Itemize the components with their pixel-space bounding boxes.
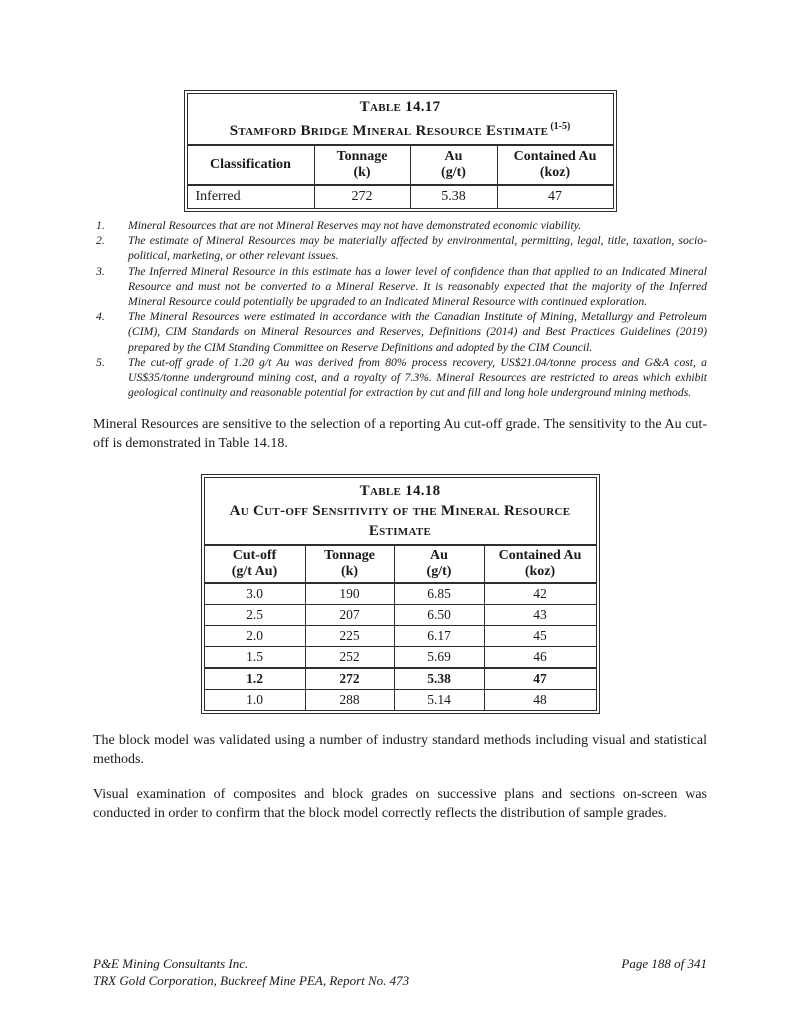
- footnote-number: 4.: [96, 310, 105, 324]
- table-cell: 5.38: [394, 668, 484, 690]
- footnote-item: [93, 355, 707, 401]
- table-title-row: [204, 478, 596, 546]
- table-row: [204, 690, 596, 711]
- table-cell: 288: [305, 690, 394, 711]
- column-header-tonnage: Tonnage (k): [305, 545, 394, 583]
- footnote-number: 3.: [96, 264, 105, 278]
- table-cell-au: 5.38: [410, 185, 497, 209]
- footnote-item: [93, 309, 707, 355]
- table-number: Table 14.17: [359, 99, 441, 115]
- footnote-text: The estimate of Mineral Resources may be materially affected by environmental, permitting, legal, title, taxation, socio-political, marketing, or other relevant issues.: [128, 234, 707, 263]
- table-cell: 3.0: [204, 583, 305, 605]
- footnote-text: The Mineral Resources were estimated in accordance with the Canadian Institute of Mining, Metallurgy and Petroleum (CIM), CIM Standards on Mineral Resources and Reserves, Definitions (2014) and Best Practices Guidelines (2019) prepared by the CIM Standing Committee on Reserve Definitions and adopted by the CIM Council.: [128, 310, 707, 354]
- table-cell: 6.50: [394, 605, 484, 626]
- column-header-classification: Classification: [187, 145, 314, 185]
- table-cell: 190: [305, 583, 394, 605]
- footnotes-list: [93, 218, 707, 400]
- table-caption: Au Cut-off Sensitivity of the Mineral Resource Estimate: [229, 503, 571, 540]
- footnote-reference: (1-5): [550, 121, 571, 132]
- table-cell: 2.5: [204, 605, 305, 626]
- column-header-cutoff: Cut-off (g/t Au): [204, 545, 305, 583]
- footnote-text: The Inferred Mineral Resource in this estimate has a lower level of confidence than that applied to an Indicated Mineral Resource and must not be converted to a Mineral Reserve. It is reasonably expected that the majority of the Inferred Mineral Resource could potentially be upgraded to an Indicated Mineral Resource with continued exploration.: [128, 264, 707, 309]
- paragraph-visual-examination: Visual examination of composites and block grades on successive plans and sections on-screen was conducted in order to confirm that the block model correctly reflects the distribution of sample grades.: [93, 787, 707, 822]
- table-cell: 47: [484, 668, 596, 690]
- footnote-item: [93, 233, 707, 263]
- footer-page-number: Page 188 of 341: [621, 956, 707, 971]
- table-cell: 225: [305, 626, 394, 647]
- footnote-item: [93, 264, 707, 310]
- table-cell: 6.85: [394, 583, 484, 605]
- table-cell: 272: [305, 668, 394, 690]
- table-cell: 6.17: [394, 626, 484, 647]
- table-header-row: [204, 545, 596, 583]
- column-header-au: Au (g/t): [394, 545, 484, 583]
- footnote-number: 5.: [96, 355, 105, 369]
- column-header-tonnage: Tonnage (k): [314, 145, 410, 185]
- resource-estimate-table: [184, 90, 617, 212]
- table-row-base-case: [204, 668, 596, 690]
- table-title: [204, 478, 596, 546]
- footer-left: [93, 956, 707, 989]
- footnote-text: Mineral Resources that are not Mineral Reserves may not have demonstrated economic viability.: [128, 219, 582, 232]
- table-cell: 45: [484, 626, 596, 647]
- paragraph-block-model-validation: The block model was validated using a number of industry standard methods including visual and statistical methods.: [93, 733, 707, 768]
- table-cell-tonnage: 272: [314, 185, 410, 209]
- table-cell: 252: [305, 647, 394, 669]
- page-footer: [93, 956, 707, 989]
- table-title-row: [187, 94, 613, 146]
- table-cell: 42: [484, 583, 596, 605]
- footnote-item: [93, 218, 707, 233]
- table-row: [204, 583, 596, 605]
- footer-company: P&E Mining Consultants Inc.: [93, 956, 249, 971]
- table-cell: 43: [484, 605, 596, 626]
- footer-report: TRX Gold Corporation, Buckreef Mine PEA, Report No. 473: [93, 972, 410, 988]
- table-cell: 1.5: [204, 647, 305, 669]
- table-cell: 48: [484, 690, 596, 711]
- table-row: [204, 605, 596, 626]
- table-cell: 46: [484, 647, 596, 669]
- table-cell: 5.14: [394, 690, 484, 711]
- table-caption: Stamford Bridge Mineral Resource Estimate $^{(1-5)}$: [229, 121, 571, 139]
- table-row: [204, 626, 596, 647]
- table-cell: 5.69: [394, 647, 484, 669]
- table-cell: 1.0: [204, 690, 305, 711]
- column-header-au: Au (g/t): [410, 145, 497, 185]
- table-cell-classification: Inferred: [187, 185, 314, 209]
- table-header-row: [187, 145, 613, 185]
- cutoff-sensitivity-table: [201, 474, 600, 714]
- table-cell: 2.0: [204, 626, 305, 647]
- table-cell-contained-au: 47: [497, 185, 613, 209]
- paragraph-cutoff-sensitivity: Mineral Resources are sensitive to the selection of a reporting Au cut-off grade. The sensitivity to the Au cut-off is demonstrated in Table 14.18.: [93, 417, 707, 452]
- table-row: [204, 647, 596, 669]
- footnote-text: The cut-off grade of 1.20 g/t Au was derived from 80% process recovery, US$21.04/tonne process and G&A cost, a US$35/tonne underground mining cost, and a royalty of 7.3%. Mineral Resources are restricted to areas which exhibit geological continuity and reasonable potential for extraction by cut and fill and long hole underground mining methods.: [128, 355, 707, 400]
- table-number: Table 14.18: [359, 483, 441, 500]
- table-cell: 207: [305, 605, 394, 626]
- footnote-number: 2.: [96, 234, 105, 248]
- footnote-number: 1.: [96, 219, 105, 232]
- column-header-contained-au: Contained Au (koz): [484, 545, 596, 583]
- table-cell: 1.2: [204, 668, 305, 690]
- table-title: [187, 94, 613, 146]
- column-header-contained-au: Contained Au (koz): [497, 145, 613, 185]
- table-row: [187, 185, 613, 209]
